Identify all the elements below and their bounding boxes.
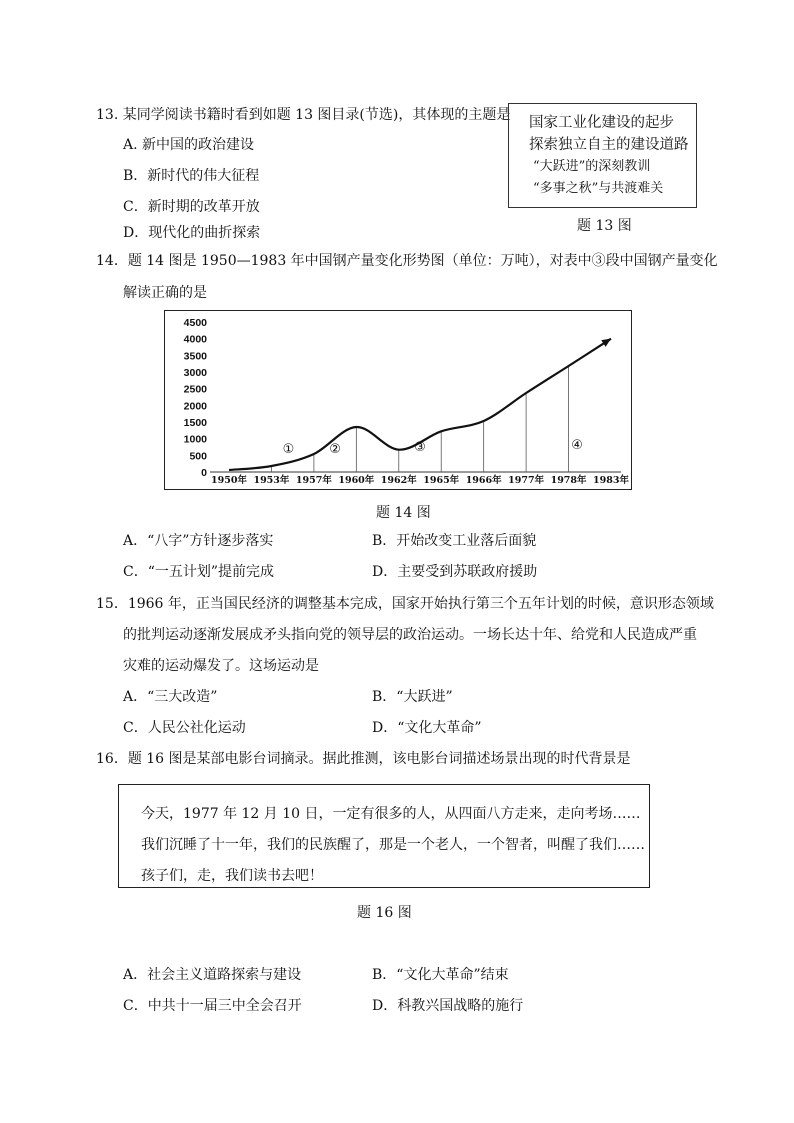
q16-option-c: C．中共十一届三中全会召开 — [123, 998, 302, 1014]
x-tick-label: 1962年 — [380, 475, 417, 486]
q13-figure-box — [508, 103, 697, 208]
q16-quote-line: 孩子们，走，我们读书去吧！ — [141, 868, 323, 884]
q14-caption: 题 14 图 — [376, 505, 431, 521]
q13-caption: 题 13 图 — [577, 218, 632, 234]
q14-option-a: A．“八字”方针逐步落实 — [123, 533, 274, 549]
x-tick-label: 1953年 — [253, 475, 290, 486]
x-tick-label: 1966年 — [465, 475, 502, 486]
y-tick-label: 1500 — [183, 417, 207, 429]
q16-option-d: D．科教兴国战略的施行 — [372, 998, 524, 1014]
x-tick-label: 1957年 — [295, 475, 332, 486]
x-tick-label: 1978年 — [550, 475, 587, 486]
q13-stem: 13. 某同学阅读书籍时看到如题 13 图目录(节选)，其体现的主题是 — [96, 107, 511, 123]
segment-label: ③ — [414, 440, 426, 455]
y-tick-label: 4500 — [183, 317, 207, 329]
q13-figure-line: 探索独立自主的建设道路 — [529, 137, 689, 153]
x-tick-label: 1965年 — [423, 475, 460, 486]
x-tick-label: 1950年 — [211, 475, 247, 486]
y-tick-label: 3000 — [183, 367, 207, 379]
segment-label: ② — [329, 442, 341, 457]
q13-option-d: D．现代化的曲折探索 — [123, 225, 261, 241]
q15-option-c: C．人民公社化运动 — [123, 720, 246, 736]
q15-stem-line2: 的批判运动逐渐发展成矛头指向党的领导层的政治运动。一场长达十年、给党和人民造成严重 — [123, 627, 697, 643]
q15-stem-line3: 灾难的运动爆发了。这场运动是 — [123, 658, 319, 674]
q16-option-b: B．“文化大革命”结束 — [372, 967, 509, 983]
q15-option-a: A．“三大改造” — [123, 689, 218, 705]
x-tick-label: 1960年 — [338, 475, 375, 486]
q15-option-d: D．“文化大革命” — [372, 720, 482, 736]
q16-quote-line: 今天，1977 年 12 月 10 日，一定有很多的人，从四面八方走来，走向考场…… — [141, 806, 641, 822]
y-tick-label: 2500 — [183, 383, 207, 396]
y-tick-label: 4000 — [183, 333, 207, 346]
q13-option-a: A. 新中国的政治建设 — [123, 137, 255, 153]
q13-figure-line: 国家工业化建设的起步 — [529, 115, 674, 131]
q16-stem: 16．题 16 图是某部电影台词摘录。据此推测，该电影台词描述场景出现的时代背景是 — [96, 751, 631, 767]
y-tick-label: 500 — [189, 450, 207, 463]
q14-option-d: D．主要受到苏联政府援助 — [372, 564, 538, 580]
q13-figure-line: “大跃进”的深刻教训 — [533, 159, 651, 174]
steel-output-chart — [164, 310, 632, 490]
q13-option-b: B．新时代的伟大征程 — [123, 168, 260, 184]
segment-label: ④ — [571, 438, 583, 453]
q15-stem-line1: 15．1966 年，正当国民经济的调整基本完成，国家开始执行第三个五年计划的时候，意识形态领域 — [96, 596, 714, 612]
q16-option-a: A．社会主义道路探索与建设 — [123, 967, 302, 983]
steel-output-chart-svg — [165, 311, 631, 489]
q14-stem-line2: 解读正确的是 — [123, 285, 207, 301]
y-tick-label: 3500 — [183, 350, 207, 363]
x-tick-label: 1977年 — [508, 475, 545, 486]
q13-figure-line: “多事之秋”与共渡难关 — [533, 181, 664, 196]
q14-stem-line1: 14．题 14 图是 1950—1983 年中国钢产量变化形势图（单位：万吨），对表中③段中国钢产量变化 — [96, 253, 718, 269]
q16-quote-box — [118, 784, 650, 888]
y-tick-label: 1000 — [183, 433, 207, 446]
q15-option-b: B．“大跃进” — [372, 689, 453, 705]
q14-option-b: B．开始改变工业落后面貌 — [372, 533, 537, 549]
q16-caption: 题 16 图 — [357, 905, 412, 921]
q13-option-c: C．新时期的改革开放 — [123, 199, 260, 215]
y-tick-label: 0 — [201, 467, 207, 479]
x-tick-label: 1983年 — [593, 475, 629, 486]
q14-option-c: C．“一五计划”提前完成 — [123, 564, 275, 580]
segment-label: ① — [282, 442, 295, 457]
q16-quote-line: 我们沉睡了十一年，我们的民族醒了，那是一个老人，一个智者，叫醒了我们…… — [141, 837, 645, 853]
y-tick-label: 2000 — [183, 400, 207, 413]
